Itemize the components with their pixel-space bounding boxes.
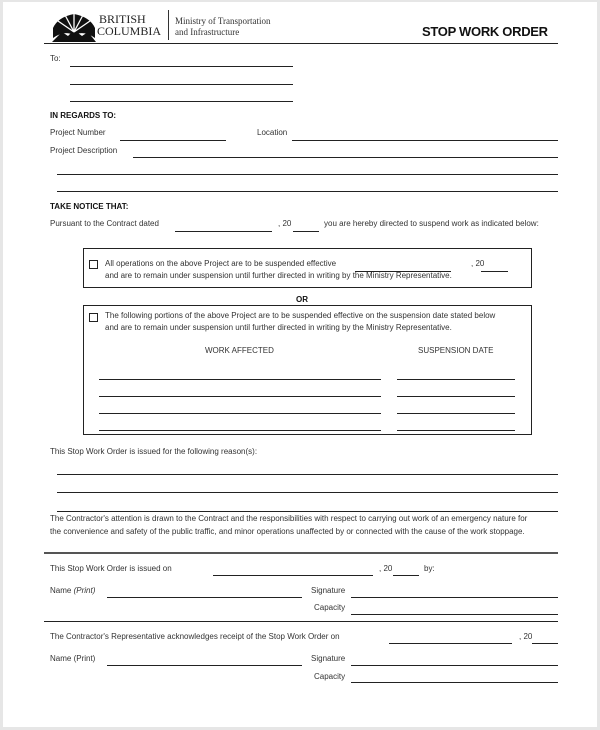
reason-field-3[interactable] <box>57 511 558 512</box>
attention-line2: the convenience and safety of the public traffic, and minor operations unaffected by or connected with the cause of the work stoppage. <box>50 527 525 536</box>
reason-field-1[interactable] <box>57 474 558 475</box>
contract-date-field[interactable] <box>175 231 272 232</box>
pursuant-label: Pursuant to the Contract dated <box>50 219 159 228</box>
project-number-field[interactable] <box>120 140 226 141</box>
rep-capacity-label: Capacity <box>314 672 346 681</box>
issuer-signature-label: Signature <box>311 586 346 595</box>
location-label: Location <box>257 128 288 137</box>
issued-label: This Stop Work Order is issued on <box>50 564 172 573</box>
project-description-label: Project Description <box>50 146 118 155</box>
rep-name-field[interactable] <box>107 665 302 666</box>
work-affected-field-1[interactable] <box>99 379 381 380</box>
rep-capacity-field[interactable] <box>351 682 558 683</box>
to-line-3[interactable] <box>70 101 293 102</box>
ack-year-prefix: , 20 <box>519 632 533 641</box>
reason-field-2[interactable] <box>57 492 558 493</box>
option1-year-prefix: , 20 <box>471 259 485 268</box>
section-rule <box>44 621 558 622</box>
bc-logo-icon <box>50 8 98 44</box>
issued-by-label: by: <box>424 564 435 573</box>
issuer-name-field[interactable] <box>107 597 302 598</box>
work-affected-field-4[interactable] <box>99 430 381 431</box>
or-label: OR <box>296 295 308 304</box>
issued-date-field[interactable] <box>213 575 373 576</box>
work-affected-field-3[interactable] <box>99 413 381 414</box>
option2-line1: The following portions of the above Project are to be suspended effective on the suspension date stated below <box>105 311 496 320</box>
suspension-date-field-1[interactable] <box>397 379 515 380</box>
work-affected-field-2[interactable] <box>99 396 381 397</box>
suspension-date-field-2[interactable] <box>397 396 515 397</box>
attention-line1: The Contractor's attention is drawn to the Contract and the responsibilities with respect to carrying out work of an emergency nature for <box>50 514 528 523</box>
option-portions-checkbox[interactable] <box>89 313 98 322</box>
project-description-field-2[interactable] <box>57 174 558 175</box>
to-line-1[interactable] <box>70 66 293 67</box>
notice-heading: TAKE NOTICE THAT: <box>50 202 129 211</box>
ack-label: The Contractor's Representative acknowledges receipt of the Stop Work Order on <box>50 632 340 641</box>
suspension-date-field-4[interactable] <box>397 430 515 431</box>
rep-name-label: Name (Print) <box>50 654 96 663</box>
logo-text-british: BRITISH <box>99 12 146 26</box>
project-number-label: Project Number <box>50 128 106 137</box>
logo-text-columbia: COLUMBIA <box>97 24 162 38</box>
contract-year-field[interactable] <box>293 231 319 232</box>
issuer-name-label <box>50 586 95 596</box>
option1-year-field[interactable] <box>481 271 508 272</box>
reasons-label: This Stop Work Order is issued for the following reason(s): <box>50 447 258 456</box>
ministry-line2: and Infrastructure <box>175 27 240 37</box>
section-rule-thick <box>44 552 558 554</box>
to-line-2[interactable] <box>70 84 293 85</box>
contract-year-prefix: , 20 <box>278 219 292 228</box>
to-label: To: <box>50 54 61 63</box>
issued-year-field[interactable] <box>393 575 419 576</box>
ack-year-field[interactable] <box>532 643 558 644</box>
issued-year-prefix: , 20 <box>379 564 393 573</box>
option-all-operations-checkbox[interactable] <box>89 260 98 269</box>
rep-signature-field[interactable] <box>351 665 558 666</box>
work-affected-header: WORK AFFECTED <box>205 346 274 355</box>
project-description-field-1[interactable] <box>133 157 558 158</box>
option1-line1: All operations on the above Project are to be suspended effective <box>105 259 337 268</box>
project-description-field-3[interactable] <box>57 191 558 192</box>
regards-heading: IN REGARDS TO: <box>50 111 117 120</box>
suspension-date-field-3[interactable] <box>397 413 515 414</box>
logo-divider <box>168 10 169 40</box>
directed-text: you are hereby directed to suspend work as indicated below: <box>324 219 539 228</box>
suspension-date-header: SUSPENSION DATE <box>418 346 494 355</box>
page-title: STOP WORK ORDER <box>422 24 548 39</box>
document-page <box>3 2 597 727</box>
print-text: (Print) <box>73 586 96 595</box>
option1-line2: and are to remain under suspension until further directed in writing by the Ministry Representative. <box>105 271 452 280</box>
ack-date-field[interactable] <box>389 643 512 644</box>
header-rule <box>44 43 558 44</box>
ministry-line1: Ministry of Transportation <box>175 16 271 26</box>
issuer-capacity-label: Capacity <box>314 603 346 612</box>
issuer-capacity-field[interactable] <box>351 614 558 615</box>
location-field[interactable] <box>292 140 558 141</box>
issuer-signature-field[interactable] <box>351 597 558 598</box>
name-text: Name <box>50 586 72 595</box>
rep-signature-label: Signature <box>311 654 346 663</box>
option2-line2: and are to remain under suspension until further directed in writing by the Ministry Representative. <box>105 323 452 332</box>
